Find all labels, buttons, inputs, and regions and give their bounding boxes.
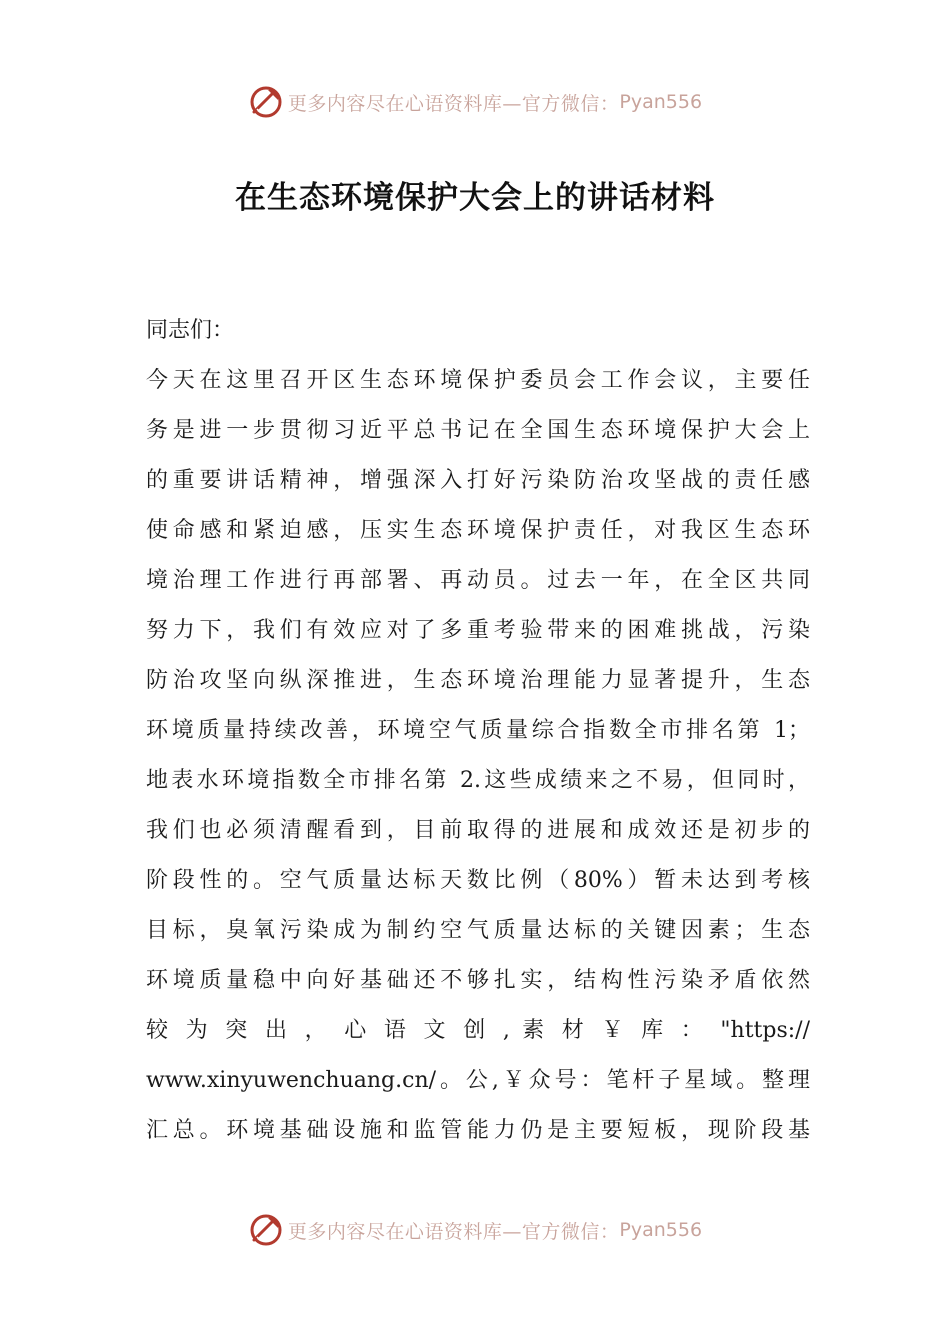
body-line: 防治攻坚向纵深推进，生态环境治理能力显著提升，生态 (146, 668, 810, 693)
body-line: 环境质量稳中向好基础还不够扎实，结构性污染矛盾依然 (146, 968, 810, 993)
body-line: 目标，臭氧污染成为制约空气质量达标的关键因素；生态 (146, 918, 810, 943)
body-line: 的重要讲话精神，增强深入打好污染防治攻坚战的责任感 (146, 468, 810, 493)
header-wechat-id: Pyan556 (619, 91, 703, 113)
footer-wechat-id: Pyan556 (619, 1219, 703, 1241)
body-line: 环境质量持续改善，环境空气质量综合指数全市排名第 1； (146, 718, 810, 743)
quill-pen-logo-icon (248, 84, 284, 120)
header-brand-text: 更多内容尽在心语资料库—官方微信： (287, 92, 620, 115)
body-line: 地表水环境指数全市排名第 2.这些成绩来之不易，但同时， (146, 768, 810, 793)
page-title: 在生态环境保护大会上的讲话材料 (235, 180, 715, 216)
quill-pen-logo-icon (248, 1212, 284, 1248)
body-line: 务是进一步贯彻习近平总书记在全国生态环境保护大会上 (146, 418, 810, 443)
speech-body (146, 306, 810, 1156)
footer-brand-text: 更多内容尽在心语资料库—官方微信： (287, 1220, 620, 1243)
body-line: 今天在这里召开区生态环境保护委员会工作会议，主要任 (146, 368, 810, 393)
body-line: 阶段性的。空气质量达标天数比例（80%）暂未达到考核 (146, 868, 810, 893)
footer-banner (0, 1210, 950, 1250)
body-line: 汇总。环境基础设施和监管能力仍是主要短板，现阶段基 (146, 1118, 810, 1143)
body-line: 努力下，我们有效应对了多重考验带来的困难挑战，污染 (146, 618, 810, 643)
body-line: www.xinyuwenchuang.cn/。公,￥众号：笔杆子星域。整理 (146, 1068, 810, 1093)
body-line: 使命感和紧迫感，压实生态环境保护责任，对我区生态环 (146, 518, 810, 543)
header-banner (0, 82, 950, 122)
body-line: 境治理工作进行再部署、再动员。过去一年，在全区共同 (146, 568, 810, 593)
body-line: 同志们： (146, 318, 235, 343)
body-line: 较 为 突 出 ， 心 语 文 创 , 素 材 ￥ 库 ： "https:// (146, 1018, 810, 1043)
body-line: 我们也必须清醒看到，目前取得的进展和成效还是初步的 (146, 818, 810, 843)
